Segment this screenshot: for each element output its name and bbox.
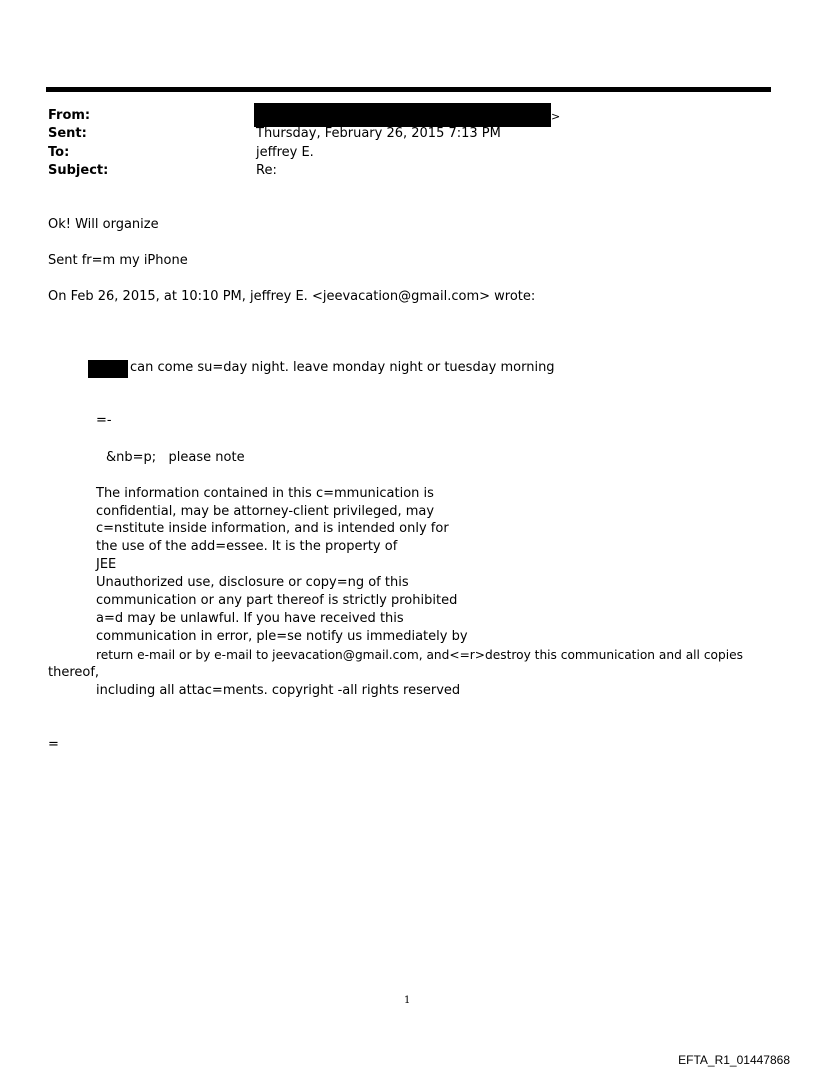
to-value: jeffrey E.: [256, 145, 314, 160]
quoted-message: can come su=day night. leave monday night or tuesday morning: [130, 360, 555, 375]
encoding-artifact: =-: [96, 413, 112, 428]
disclaimer-wrap: thereof,: [48, 665, 100, 680]
disclaimer-line: Unauthorized use, disclosure or copy=ng of this: [96, 575, 409, 590]
to-label: To:: [48, 145, 70, 160]
disclaimer-line: communication in error, ple=se notify us immediately by: [96, 629, 468, 644]
sent-value: Thursday, February 26, 2015 7:13 PM: [256, 126, 501, 141]
header-rule: [46, 87, 771, 92]
disclaimer-line: confidential, may be attorney-client privileged, may: [96, 504, 435, 519]
quote-intro: On Feb 26, 2015, at 10:10 PM, jeffrey E. <jeevacation@gmail.com> wrote:: [48, 289, 536, 304]
page-number: 1: [404, 995, 411, 1006]
disclaimer-line: communication or any part thereof is strictly prohibited: [96, 593, 458, 608]
disclaimer-line: return e-mail or by e-mail to jeevacation@gmail.com, and<=r>destroy this communication and all copies: [96, 648, 743, 662]
disclaimer-last-line: including all attac=ments. copyright -all rights reserved: [96, 683, 461, 698]
subject-value: Re:: [256, 163, 277, 178]
sent-label: Sent:: [48, 126, 87, 141]
from-suffix: >: [551, 110, 561, 123]
from-label: From:: [48, 108, 91, 123]
subject-label: Subject:: [48, 163, 109, 178]
trailing-artifact: =: [48, 737, 59, 752]
disclaimer-line: c=nstitute inside information, and is intended only for: [96, 521, 449, 536]
from-redaction: [254, 103, 551, 127]
disclaimer-line: JEE: [96, 557, 117, 572]
disclaimer-line: The information contained in this c=mmunication is: [96, 486, 434, 501]
signature-line: Sent fr=m my iPhone: [48, 253, 188, 268]
disclaimer-line: a=d may be unlawful. If you have received this: [96, 611, 404, 626]
bates-number: EFTA_R1_01447868: [678, 1053, 790, 1067]
reply-line: Ok! Will organize: [48, 217, 159, 232]
disclaimer-line: the use of the add=essee. It is the property of: [96, 539, 398, 554]
nbsp-line: &nb=p; please note: [106, 450, 245, 465]
name-redaction: [88, 360, 128, 378]
